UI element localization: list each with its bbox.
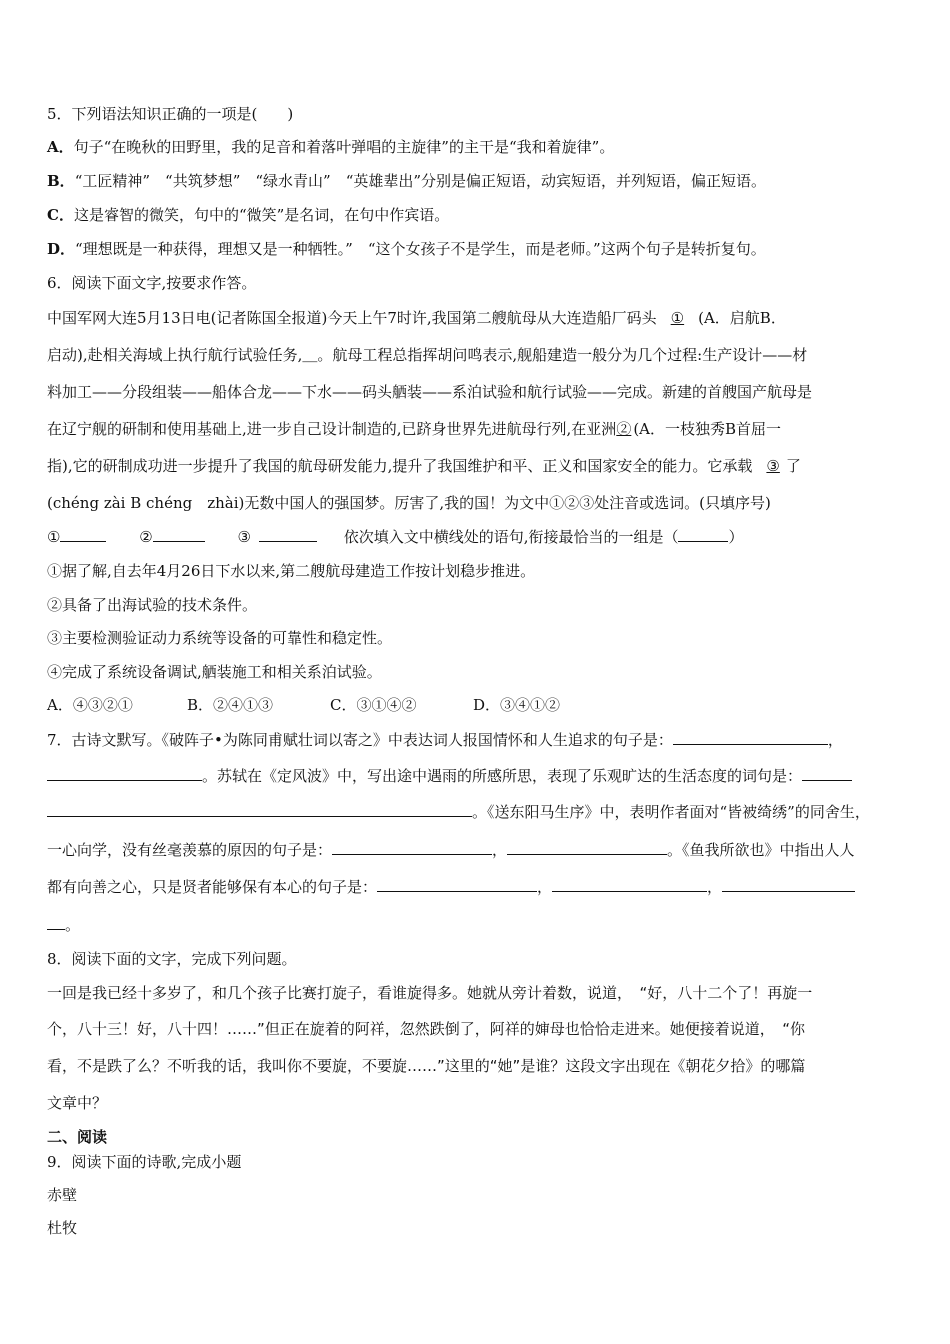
q6-passage-line: 料加工——分段组装——船体合龙——下水——码头舾装——系泊试验和航行试验——完成。新建的首艘国产航母是 xyxy=(47,383,813,401)
q7-text: 。苏轼在《定风波》中，写出途中遇雨的所感所思，表现了乐观旷达的生活态度的词句是： xyxy=(202,767,803,785)
option-text: 句子“在晚秋的田野里，我的足音和着落叶弹唱的主旋律”的主干是“我和着旋律”。 xyxy=(73,138,615,156)
option-label: B． xyxy=(47,172,75,190)
passage-text: (A．一枝独秀B首屈一 xyxy=(633,420,782,438)
passage-text: (A．启航B． xyxy=(698,309,786,327)
q6-sentence: ④完成了系统设备调试,舾装施工和相关系泊试验。 xyxy=(47,663,382,681)
option-text: “工匠精神” “共筑梦想” “绿水青山” “英雄辈出”分别是偏正短语，动宾短语，并列短语，偏正短语。 xyxy=(74,172,767,190)
passage-text: 中国军网大连5月13日电(记者陈国全报道)今天上午7时许,我国第二艘航母从大连造船厂码头 xyxy=(47,309,657,327)
answer-blank[interactable] xyxy=(507,840,667,855)
q8-stem: 8．阅读下面的文字，完成下列问题。 xyxy=(47,950,297,968)
answer-blank[interactable] xyxy=(377,877,537,892)
answer-blank[interactable] xyxy=(153,527,205,542)
q7-line xyxy=(47,765,852,786)
answer-blank[interactable] xyxy=(259,527,317,542)
option-c: C．③①④② xyxy=(330,696,417,714)
fill-label: ② xyxy=(139,528,153,546)
q6-passage-line xyxy=(47,455,801,476)
answer-blank[interactable] xyxy=(47,802,472,817)
q7-line xyxy=(47,876,855,897)
passage-text: 指),它的研制成功进一步提升了我国的航母研发能力,提升了我国维护和平、正义和国家安全的能力。它承载 xyxy=(47,457,753,475)
option-a: A．④③②① xyxy=(47,696,133,714)
q6-fill-row xyxy=(47,526,744,547)
q7-line xyxy=(47,801,870,822)
blank-3: ③ xyxy=(766,457,780,475)
q8-passage-line: 一回是我已经十多岁了，和几个孩子比赛打旋子，看谁旋得多。她就从旁计着数，说道， “好，八十二个了！再旋一 xyxy=(47,984,813,1002)
q5-option-a xyxy=(47,136,614,157)
option-label: C． xyxy=(47,206,74,224)
answer-blank[interactable] xyxy=(60,527,106,542)
q8-passage-line: 个，八十三！好，八十四！……”但正在旋着的阿祥，忽然跌倒了，阿祥的婶母也恰恰走进来。她便接着说道， “你 xyxy=(47,1020,806,1038)
punct: ， xyxy=(827,731,843,749)
poem-author: 杜牧 xyxy=(47,1219,78,1237)
q5-option-b xyxy=(47,170,766,191)
q6-sub-stem: 依次填入文中横线处的语句,衔接最恰当的一组是（ xyxy=(343,528,679,546)
q6-sentence: ②具备了出海试验的技术条件。 xyxy=(47,596,258,614)
q6-passage-line xyxy=(47,418,781,439)
punct: ， xyxy=(707,878,723,896)
answer-blank[interactable] xyxy=(678,527,728,542)
punct: 。 xyxy=(65,916,81,934)
q8-passage-line: 看，不是跌了么？不听我的话，我叫你不要旋，不要旋……”这里的“她”是谁？这段文字出现在《朝花夕拾》的哪篇 xyxy=(47,1057,806,1075)
q7-text: 都有向善之心，只是贤者能够保有本心的句子是： xyxy=(47,878,378,896)
q7-line xyxy=(47,729,843,750)
option-b: B．②④①③ xyxy=(187,696,274,714)
q6-sentence: ①据了解,自去年4月26日下水以来,第二艘航母建造工作按计划稳步推进。 xyxy=(47,562,536,580)
answer-blank[interactable] xyxy=(332,840,492,855)
q6-options xyxy=(47,694,560,715)
q6-stem: 6．阅读下面文字,按要求作答。 xyxy=(47,274,257,292)
answer-blank[interactable] xyxy=(802,766,852,781)
option-label: A． xyxy=(47,138,74,156)
q6-passage-line: 启动),赴相关海域上执行航行试验任务,＿。航母工程总指挥胡问鸣表示,舰船建造一般分为几个过程:生产设计——材 xyxy=(47,346,808,364)
q5-stem: 5．下列语法知识正确的一项是( ) xyxy=(47,105,294,123)
answer-blank[interactable] xyxy=(673,730,828,745)
option-d: D．③④①② xyxy=(473,696,561,714)
q6-passage-line xyxy=(47,307,786,328)
q7-text: 一心向学，没有丝毫羡慕的原因的句子是： xyxy=(47,841,333,859)
fill-label: ① xyxy=(47,528,61,546)
q7-line xyxy=(47,839,855,860)
section-title: 二、阅读 xyxy=(47,1128,108,1146)
q5-option-c xyxy=(47,204,449,225)
q6-sentence: ③主要检测验证动力系统等设备的可靠性和稳定性。 xyxy=(47,629,393,647)
answer-blank[interactable] xyxy=(552,877,707,892)
q9-stem: 9．阅读下面的诗歌,完成小题 xyxy=(47,1153,242,1171)
passage-text: 了 xyxy=(785,457,801,475)
q7-text: 。《送东阳马生序》中，表明作者面对“皆被绮绣”的同舍生， xyxy=(472,803,870,821)
blank-2: ② xyxy=(616,420,632,438)
answer-blank[interactable] xyxy=(47,915,65,930)
option-text: “理想既是一种获得，理想又是一种牺牲。” “这个女孩子不是学生，而是老师。”这两个句子是转折复句。 xyxy=(75,240,766,258)
q8-passage-line: 文章中？ xyxy=(47,1094,108,1112)
q5-option-d xyxy=(47,238,766,259)
blank-1: ① xyxy=(670,309,685,327)
q6-passage-line: (chéng zài B chéng zhài)无数中国人的强国梦。厉害了,我的国！为文中①②③处注音或选词。(只填序号) xyxy=(47,494,771,512)
option-label: D． xyxy=(47,240,76,258)
passage-text: 在辽宁舰的研制和使用基础上,进一步自己设计制造的,已跻身世界先进航母行列,在亚洲 xyxy=(47,420,617,438)
q7-line xyxy=(47,914,80,935)
q7-text: 7．古诗文默写。《破阵子•为陈同甫赋壮词以寄之》中表达词人报国情怀和人生追求的句子是： xyxy=(47,731,673,749)
punct: ， xyxy=(537,878,553,896)
poem-title: 赤壁 xyxy=(47,1186,78,1204)
option-text: 这是睿智的微笑，句中的“微笑”是名词，在句中作宾语。 xyxy=(73,206,450,224)
punct: ， xyxy=(492,841,508,859)
q7-text: 。《鱼我所欲也》中指出人人 xyxy=(667,841,855,859)
fill-label: ③ xyxy=(237,528,251,546)
answer-blank[interactable] xyxy=(722,877,855,892)
answer-blank[interactable] xyxy=(47,766,202,781)
bracket: ） xyxy=(728,528,744,546)
